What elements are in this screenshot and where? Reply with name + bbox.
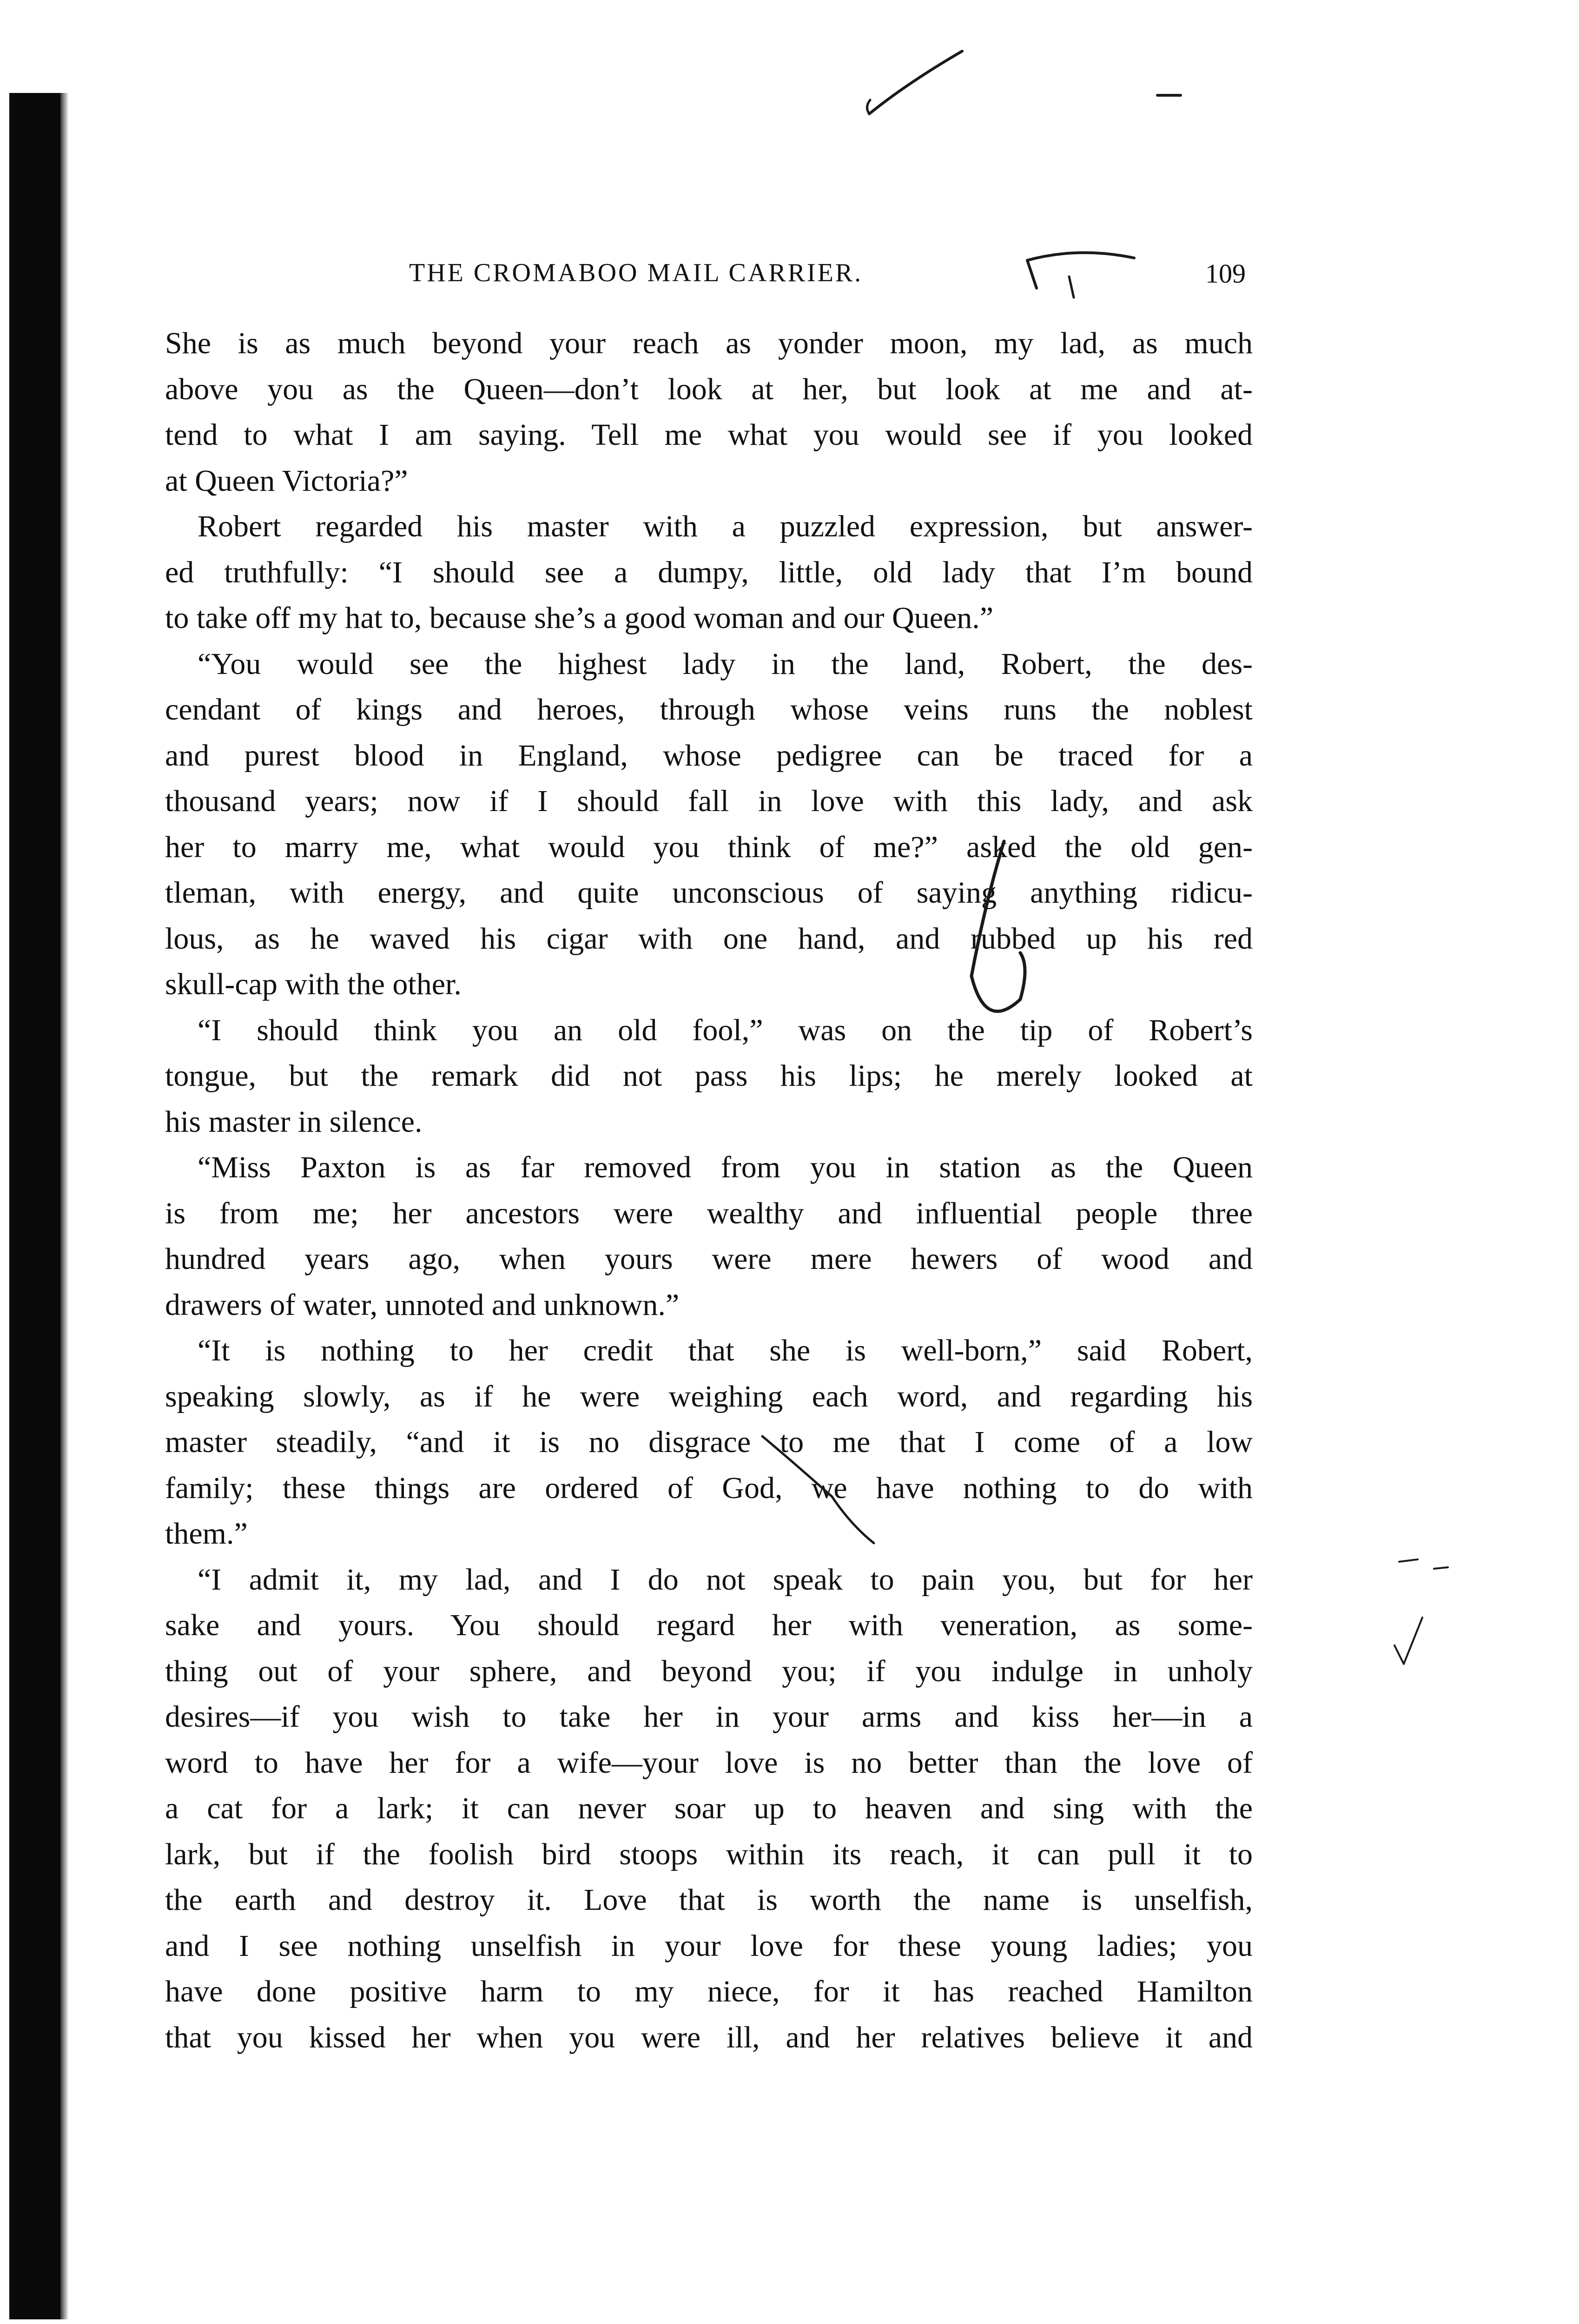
text-line: word to have her for a wife—your love is no better than the love of: [165, 1745, 1253, 1780]
text-line: his master in silence.: [165, 1104, 423, 1139]
text-line: at Queen Victoria?”: [165, 463, 408, 498]
scan-binding-fade: [60, 93, 69, 2319]
text-line: and purest blood in England, whose pedigree can be traced for a: [165, 738, 1253, 772]
text-line: speaking slowly, as if he were weighing each word, and regarding his: [165, 1379, 1253, 1413]
pencil-check-mark: [1394, 1618, 1422, 1664]
page-number: 109: [1205, 258, 1246, 289]
text-line: and I see nothing unselfish in your love for these young ladies; you: [165, 1928, 1253, 1963]
text-line: above you as the Queen—don’t look at her, but look at me and at-: [165, 372, 1253, 406]
text-line: cendant of kings and heroes, through whose veins runs the noblest: [165, 693, 1253, 726]
running-head: THE CROMABOO MAIL CARRIER.: [409, 258, 863, 287]
text-line: Robert regarded his master with a puzzled expression, but answer-: [198, 509, 1253, 543]
text-line: the earth and destroy it. Love that is worth the name is unselfish,: [165, 1883, 1253, 1917]
text-line: hundred years ago, when yours were mere hewers of wood and: [165, 1242, 1253, 1276]
text-line: “I should think you an old fool,” was on the tip of Robert’s: [198, 1013, 1253, 1047]
text-line: “You would see the highest lady in the land, Robert, the des-: [198, 647, 1253, 681]
text-line: drawers of water, unnoted and unknown.”: [165, 1287, 680, 1322]
text-line: them.”: [165, 1517, 248, 1551]
text-line: ed truthfully: “I should see a dumpy, little, old lady that I’m bound: [165, 555, 1253, 589]
text-line: have done positive harm to my niece, for it has reached Hamilton: [165, 1974, 1253, 2008]
text-line: thousand years; now if I should fall in love with this lady, and ask: [165, 784, 1253, 818]
pencil-stroke-top-tail: [867, 100, 870, 114]
text-line: lous, as he waved his cigar with one hand, and rubbed up his red: [165, 921, 1253, 956]
text-line: a cat for a lark; it can never soar up to heaven and sing with the: [165, 1791, 1253, 1825]
text-line: tongue, but the remark did not pass his lips; he merely looked at: [165, 1059, 1253, 1093]
pencil-stroke-top: [869, 51, 962, 114]
text-line: master steadily, “and it is no disgrace to me that I come of a low: [165, 1425, 1253, 1459]
text-line: thing out of your sphere, and beyond you; if you indulge in unholy: [165, 1654, 1253, 1688]
text-line: desires—if you wish to take her in your arms and kiss her—in a: [165, 1700, 1253, 1734]
pencil-tick-line-2: [1434, 1567, 1448, 1569]
scan-binding-shadow: [9, 93, 60, 2319]
text-line: “It is nothing to her credit that she is well-born,” said Robert,: [198, 1334, 1253, 1367]
text-line: tleman, with energy, and quite unconscious of saying anything ridicu-: [165, 876, 1253, 910]
text-line: that you kissed her when you were ill, and her relatives believe it and: [165, 2020, 1253, 2054]
text-line: is from me; her ancestors were wealthy and influential people three: [165, 1196, 1253, 1230]
text-line: tend to what I am saying. Tell me what you would see if you looked: [165, 418, 1253, 452]
pencil-tick-line: [1399, 1559, 1418, 1562]
text-line: sake and yours. You should regard her with veneration, as some-: [165, 1608, 1253, 1642]
text-line: family; these things are ordered of God, we have nothing to do with: [165, 1471, 1253, 1505]
text-line: She is as much beyond your reach as yonder moon, my lad, as much: [165, 326, 1253, 360]
text-line: to take off my hat to, because she’s a good woman and our Queen.”: [165, 601, 994, 635]
body-text: [165, 321, 1253, 2060]
page-header: [409, 258, 1246, 290]
text-line: lark, but if the foolish bird stoops within its reach, it can pull it to: [165, 1837, 1253, 1871]
text-line: skull-cap with the other.: [165, 967, 462, 1001]
text-line: “Miss Paxton is as far removed from you in station as the Queen: [198, 1150, 1253, 1184]
text-line: “I admit it, my lad, and I do not speak to pain you, but for her: [198, 1562, 1253, 1597]
text-line: her to marry me, what would you think of me?” asked the old gen-: [165, 830, 1253, 864]
